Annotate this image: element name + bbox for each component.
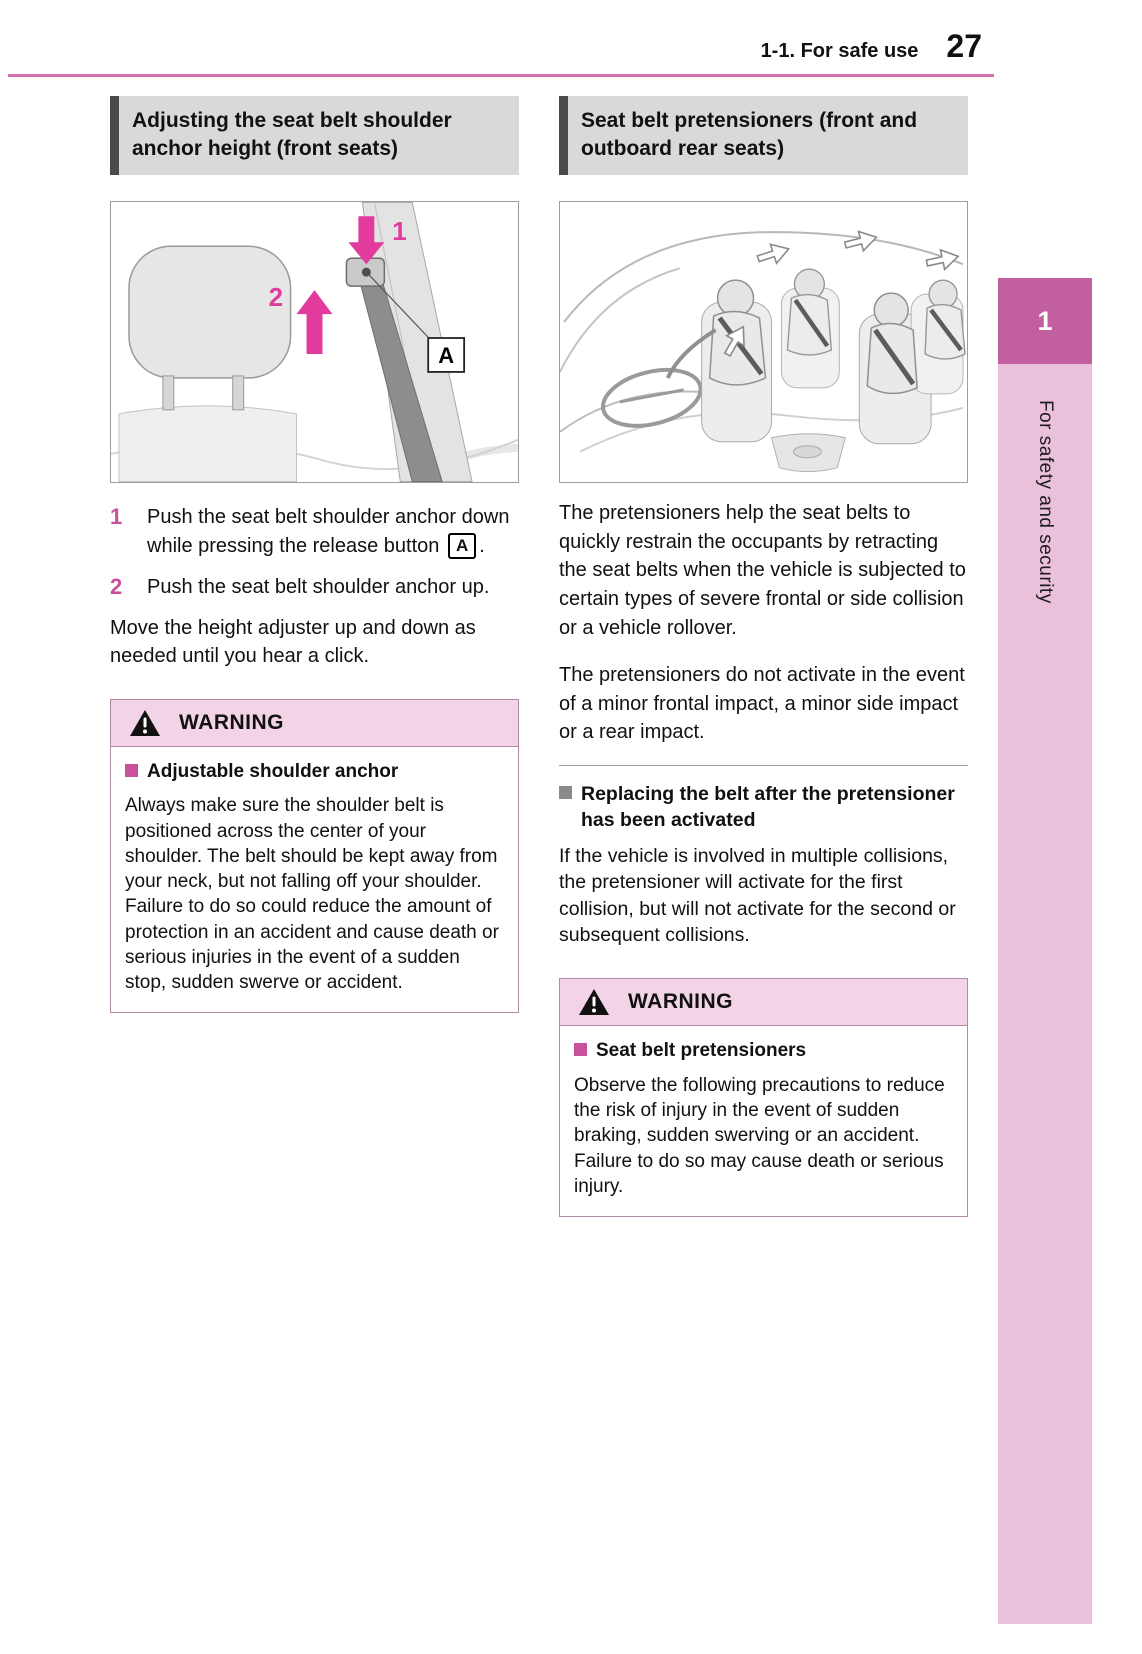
step-2-number: 2: [110, 573, 123, 599]
step-1: [110, 503, 519, 561]
subsection-body: If the vehicle is involved in multiple collisions, the pretensioner will activate for the first collision, but will not activate for the second or subsequent collisions.: [559, 844, 956, 946]
warning-body-right: [560, 1026, 967, 1216]
height-adjuster-note: Move the height adjuster up and down as needed until you hear a click.: [110, 616, 476, 668]
warning-body-line-2: Failure to do so may cause death or serious injury.: [574, 1150, 944, 1197]
pretensioners-paragraph-1: The pretensioners help the seat belts to quickly restrain the occupants by retracting the seat belts when the vehicle is subjected to certain types of severe frontal or side collision or a vehicle rollover.: [559, 501, 966, 640]
warning-item-body: Always make sure the shoulder belt is positioned across the center of your shoulder. The belt should be kept away from your neck, but not falling off your shoulder. Failure to do so could reduce the amount of protection in an accident and cause death or serious injuries in the event of a sudden stop, sudden swerve or accident.: [125, 795, 499, 994]
step-1-text-end: .: [479, 534, 485, 557]
step-2-text: Push the seat belt shoulder anchor up.: [147, 575, 490, 598]
release-button-key: A: [448, 533, 476, 559]
pretensioners-paragraph-2: The pretensioners do not activate in the event of a minor frontal impact, a minor side impact or a rear impact.: [559, 663, 965, 744]
figure-label-1: 1: [392, 218, 407, 247]
warning-box-right: [559, 978, 968, 1217]
square-bullet-icon: [125, 764, 138, 777]
chapter-side-strip: [998, 278, 1092, 1624]
warning-item-heading: [574, 1039, 953, 1064]
warning-body-line-1: Observe the following precautions to reduce the risk of injury in the event of sudden braking, sudden swerving or an accident.: [574, 1074, 945, 1147]
step-1-text-main: Push the seat belt shoulder anchor down while pressing the release button: [147, 505, 510, 557]
figure-callout-A: A: [438, 342, 455, 368]
section-heading-anchor-height: Adjusting the seat belt shoulder anchor height (front seats): [110, 96, 519, 175]
warning-header-right: [560, 979, 967, 1026]
page-number: 27: [946, 28, 982, 64]
warning-item-heading-text: Adjustable shoulder anchor: [147, 760, 399, 782]
step-2: [110, 573, 519, 602]
section-reference: 1-1. For safe use: [760, 40, 919, 62]
step-1-text: [147, 503, 519, 561]
warning-body-left: [111, 747, 518, 1013]
section-heading-pretensioners: Seat belt pretensioners (front and outboard rear seats): [559, 96, 968, 175]
page-content: [110, 96, 968, 1217]
pretensioners-figure: [560, 202, 967, 482]
seat-belt-anchor-illustration: [110, 201, 519, 483]
seat-belt-anchor-figure: [111, 202, 518, 482]
square-bullet-icon: [559, 786, 572, 799]
page-header: [0, 28, 992, 65]
instruction-steps: [110, 503, 519, 602]
header-rule: [8, 74, 994, 77]
warning-title-right: WARNING: [628, 990, 733, 1014]
chapter-number: 1: [1037, 305, 1053, 336]
chapter-tab: [998, 278, 1092, 364]
subsection-heading-text: Replacing the belt after the pretensioner has been activated: [581, 783, 955, 831]
warning-item-heading-text: Seat belt pretensioners: [596, 1040, 807, 1062]
warning-title-left: WARNING: [179, 710, 284, 734]
right-column: [559, 96, 968, 1217]
step-1-number: 1: [110, 503, 123, 529]
warning-box-left: [110, 699, 519, 1014]
warning-item-heading: [125, 760, 504, 785]
section-divider: [559, 765, 968, 766]
subsection-heading: [559, 782, 968, 833]
warning-icon: [129, 709, 161, 737]
chapter-title-vertical: For safety and security: [1035, 400, 1056, 604]
warning-item-body: [574, 1073, 953, 1199]
warning-icon: [578, 988, 610, 1016]
square-bullet-icon: [574, 1043, 587, 1056]
warning-header-left: [111, 700, 518, 747]
pretensioners-illustration: [559, 201, 968, 483]
left-column: [110, 96, 519, 1217]
figure-label-2: 2: [268, 283, 284, 312]
